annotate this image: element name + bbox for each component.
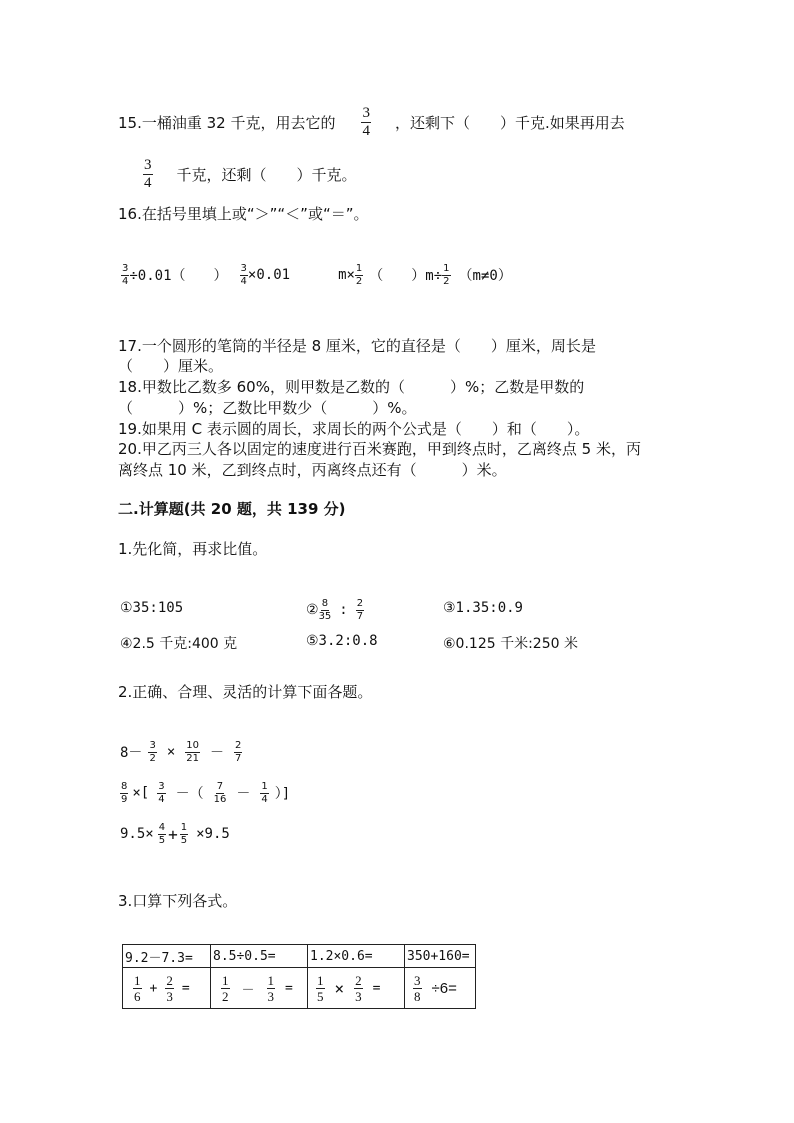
fraction-denominator: 35 <box>318 610 332 622</box>
table-row <box>123 968 476 1009</box>
table-cell: 9.2－7.3= <box>123 945 211 968</box>
table-cell: 1.2×0.6= <box>308 945 405 968</box>
c2-title: 2.正确、合理、灵活的计算下面各题。 <box>118 683 373 701</box>
fraction-denominator: 16 <box>213 793 227 805</box>
q16-expr-b: ×0.01 <box>247 267 291 283</box>
fraction-denominator: 3 <box>267 988 275 1004</box>
fraction-denominator: 3 <box>355 988 362 1004</box>
table-cell <box>123 968 211 1009</box>
fraction-numerator: 2 <box>234 739 242 751</box>
q15-fraction-2 <box>143 158 153 191</box>
frac-1-4 <box>260 782 268 805</box>
fraction-numerator: 1 <box>267 972 275 988</box>
q19-line1: 19.如果用 C 表示圆的周长，求周长的两个公式是（ ）和（ ）。 <box>118 420 590 438</box>
fraction-numerator: 2 <box>355 972 362 988</box>
expr-prefix: 8－ <box>120 745 143 761</box>
fraction-numerator: 1 <box>222 972 229 988</box>
operator: － <box>209 745 224 761</box>
c1-item-5: ⑤3.2:0.8 <box>306 633 378 649</box>
q16-prompt: 16.在括号里填上或“＞”“＜”或“＝”。 <box>118 205 369 223</box>
fraction-numerator: 3 <box>144 156 152 173</box>
q15-fraction <box>361 106 371 139</box>
fraction-denominator: 4 <box>144 174 152 191</box>
q18-line2: （ ）%；乙数比甲数少（ ）%。 <box>118 399 417 417</box>
fraction-denominator: 4 <box>261 793 268 805</box>
q16-expressions <box>121 258 512 292</box>
q15-text-b: ，还剩下（ ）千克.如果再用去 <box>394 113 625 132</box>
c1-frac-2 <box>356 599 364 622</box>
ratio-colon: : <box>339 602 348 618</box>
operator: － <box>236 786 251 802</box>
item-marker: ② <box>306 602 319 618</box>
c1-item-2 <box>306 594 364 626</box>
frac-1-5 <box>316 974 325 1003</box>
operator: + <box>149 980 158 996</box>
table-row <box>123 945 476 968</box>
q16-frac-a <box>121 264 129 287</box>
fraction-numerator: 3 <box>362 104 370 121</box>
fraction-denominator: 4 <box>362 122 370 139</box>
fraction-denominator: 2 <box>222 988 229 1004</box>
c2-expr-1 <box>120 736 242 768</box>
q16-expr-a: ÷0.01（ ） <box>129 268 228 284</box>
fraction-denominator: 4 <box>240 275 247 287</box>
operator: －（ <box>175 786 204 802</box>
q18-line1: 18.甲数比乙数多 60%，则甲数是乙数的（ ）%；乙数是甲数的 <box>118 378 585 396</box>
q15-text-c: 千克，还剩（ ）千克。 <box>176 165 357 184</box>
frac-1-5 <box>180 823 188 846</box>
c2-expr-2 <box>120 777 290 809</box>
fraction-numerator: 7 <box>216 780 224 792</box>
c1-item-1: ①35:105 <box>120 600 184 616</box>
frac-3-8 <box>413 974 422 1003</box>
fraction-denominator: 4 <box>122 275 129 287</box>
fraction-denominator: 7 <box>234 752 242 764</box>
fraction-denominator: 2 <box>355 275 363 287</box>
operator: + <box>168 824 178 844</box>
frac-3-2 <box>148 741 156 764</box>
q15-line2 <box>143 156 357 192</box>
q16-expr-c: （ ）m÷ <box>369 268 443 284</box>
frac-1-2 <box>221 974 230 1003</box>
section-title: 二.计算题(共 20 题，共 139 分) <box>118 500 346 518</box>
operator: × <box>334 978 345 998</box>
q16-expr-d: （m≠0） <box>458 268 512 284</box>
c1-item-6: ⑥0.125 千米:250 米 <box>443 636 578 652</box>
fraction-denominator: 5 <box>317 988 324 1004</box>
fraction-numerator: 4 <box>158 821 166 833</box>
fraction-numerator: 1 <box>317 972 324 988</box>
operator: ×[ <box>132 785 150 801</box>
fraction-numerator: 1 <box>134 972 141 988</box>
expr-suffix: ×9.5 <box>196 826 230 842</box>
frac-7-16 <box>214 782 227 805</box>
frac-2-7 <box>234 741 242 764</box>
q20-line1: 20.甲乙丙三人各以固定的速度进行百米赛跑，甲到终点时，乙离终点 5 米，丙 <box>118 440 641 458</box>
frac-4-5 <box>158 823 166 846</box>
fraction-denominator: 2 <box>149 752 156 764</box>
frac-2-3 <box>354 974 363 1003</box>
fraction-denominator: 7 <box>356 610 364 622</box>
expr-prefix: 9.5× <box>120 826 154 842</box>
frac-3-4 <box>157 782 165 805</box>
q16-frac-d <box>442 264 450 287</box>
equals-sign: = <box>372 980 381 996</box>
q15-line1 <box>118 104 625 140</box>
fraction-denominator: 6 <box>134 988 141 1004</box>
q16-frac-c <box>355 264 363 287</box>
fraction-numerator: 2 <box>166 972 173 988</box>
fraction-denominator: 3 <box>166 988 173 1004</box>
fraction-numerator: 10 <box>186 739 199 751</box>
table-cell <box>308 968 405 1009</box>
operator: － <box>241 982 255 998</box>
c1-item-3: ③1.35:0.9 <box>443 600 523 616</box>
fraction-numerator: 1 <box>355 262 363 274</box>
fraction-numerator: 1 <box>443 262 450 274</box>
fraction-denominator: 5 <box>158 834 166 846</box>
fraction-numerator: 3 <box>240 262 247 274</box>
c1-item-4: ④2.5 千克:400 克 <box>120 636 238 652</box>
fraction-denominator: 4 <box>158 793 165 805</box>
fraction-numerator: 8 <box>121 780 128 792</box>
table-cell <box>405 968 476 1009</box>
fraction-numerator: 3 <box>158 780 165 792</box>
table-cell <box>211 968 308 1009</box>
fraction-denominator: 8 <box>414 988 421 1004</box>
fraction-numerator: 3 <box>414 972 421 988</box>
frac-1-6 <box>133 974 142 1003</box>
c1-title: 1.先化简，再求比值。 <box>118 540 268 558</box>
q17-line2: （ ）厘米。 <box>118 357 224 375</box>
frac-2-3 <box>165 974 174 1003</box>
equals-sign: = <box>285 980 293 996</box>
frac-10-21 <box>185 741 200 764</box>
operator: ）] <box>274 786 291 802</box>
equals-sign: = <box>181 980 190 996</box>
fraction-numerator: 3 <box>149 739 156 751</box>
fraction-denominator: 2 <box>443 275 450 287</box>
table-cell: 350+160= <box>405 945 476 968</box>
operator: × <box>166 744 176 760</box>
c3-title: 3.口算下列各式。 <box>118 892 238 910</box>
fraction-numerator: 3 <box>122 262 129 274</box>
q17-line1: 17.一个圆形的笔筒的半径是 8 厘米，它的直径是（ ）厘米，周长是 <box>118 337 596 355</box>
operator: ÷6= <box>431 979 457 997</box>
fraction-numerator: 8 <box>321 597 329 609</box>
fraction-denominator: 5 <box>180 834 188 846</box>
fraction-denominator: 9 <box>121 793 128 805</box>
c2-expr-3 <box>120 818 230 850</box>
fraction-numerator: 2 <box>356 597 364 609</box>
fraction-denominator: 21 <box>186 752 199 764</box>
mental-math-table <box>122 944 476 1009</box>
q16-expr-c-pre: m× <box>338 267 355 283</box>
fraction-numerator: 1 <box>261 780 268 792</box>
q16-frac-b <box>240 264 248 287</box>
frac-1-3 <box>267 974 276 1003</box>
q15-text-a: 15.一桶油重 32 千克，用去它的 <box>118 113 336 132</box>
fraction-numerator: 1 <box>180 821 188 833</box>
table-cell: 8.5÷0.5= <box>211 945 308 968</box>
c1-frac-1 <box>319 599 332 622</box>
q20-line2: 离终点 10 米，乙到终点时，丙离终点还有（ ）米。 <box>118 461 507 479</box>
frac-8-9 <box>120 782 128 805</box>
